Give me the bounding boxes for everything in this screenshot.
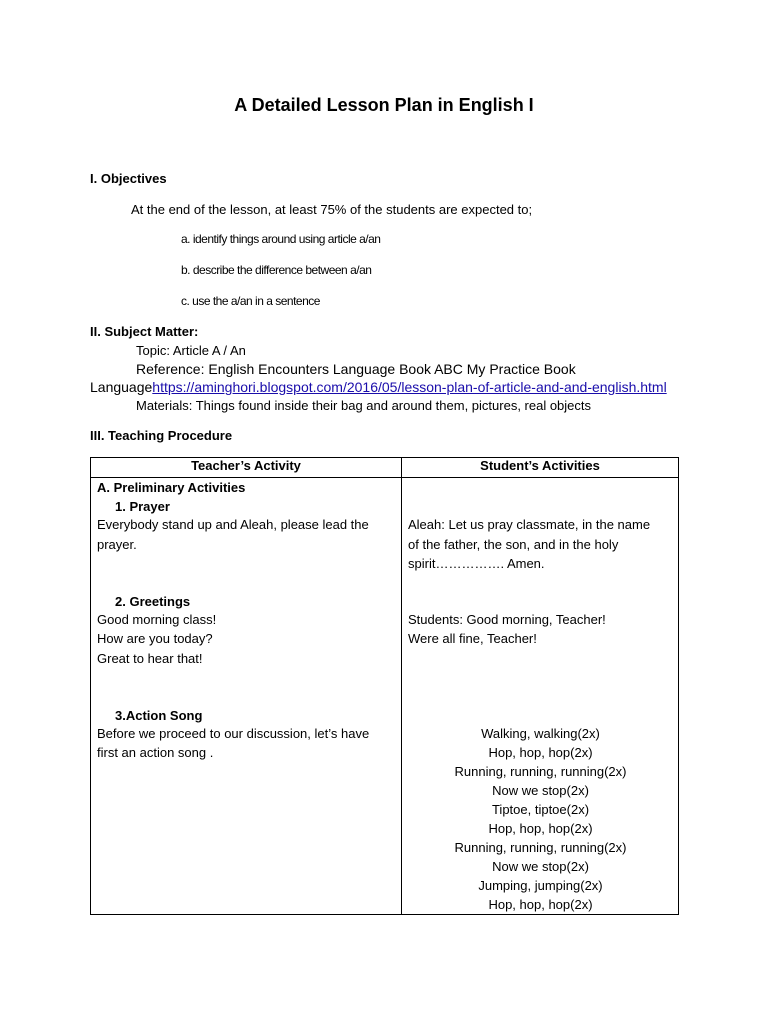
document-title: A Detailed Lesson Plan in English I <box>234 95 534 115</box>
student-prayer-line: of the father, the son, and in the holy <box>408 537 619 552</box>
teacher-greeting-line: Good morning class! <box>97 612 217 627</box>
procedure-table <box>90 457 679 915</box>
song-lyric-line: Hop, hop, hop(2x) <box>488 897 593 912</box>
song-lyric-line: Walking, walking(2x) <box>481 726 600 741</box>
reference-line <box>90 379 667 395</box>
reference-text: Reference: English Encounters Language Book ABC My Practice Book <box>136 361 576 377</box>
song-lyric-line: Tiptoe, tiptoe(2x) <box>491 802 590 817</box>
teacher-song-line: Before we proceed to our discussion, let’s have <box>97 726 370 741</box>
reference-prefix: Language <box>90 379 153 395</box>
teacher-song-line: first an action song . <box>97 745 214 760</box>
student-prayer-line: Aleah: Let us pray classmate, in the name <box>408 517 651 532</box>
student-greeting-line: Were all fine, Teacher! <box>408 631 537 646</box>
reference-link[interactable]: https://aminghori.blogspot.com/2016/05/lesson-plan-of-article-and-and-english.html <box>152 379 667 395</box>
objectives-heading: I. Objectives <box>90 171 167 186</box>
student-activity-header: Student’s Activities <box>402 458 679 478</box>
student-prayer-line: spirit……………. Amen. <box>408 556 545 571</box>
teacher-greeting-line: How are you today? <box>97 631 213 646</box>
teacher-activity-header: Teacher’s Activity <box>91 458 402 478</box>
objective-item-b: b. describe the difference between a/an <box>181 263 372 277</box>
teacher-prayer-line: prayer. <box>97 537 137 552</box>
action-song-heading: 3.Action Song <box>115 708 203 723</box>
song-lyric-line: Running, running, running(2x) <box>454 764 627 779</box>
student-activity-cell <box>402 478 679 915</box>
prayer-heading: 1. Prayer <box>115 499 170 514</box>
greetings-heading: 2. Greetings <box>115 594 191 609</box>
song-lyric-line: Running, running, running(2x) <box>454 840 627 855</box>
materials-text: Materials: Things found inside their bag and around them, pictures, real objects <box>136 398 592 413</box>
song-lyric-line: Now we stop(2x) <box>492 859 589 874</box>
objective-item-a: a. identify things around using article a/an <box>181 232 381 246</box>
student-greeting-line: Students: Good morning, Teacher! <box>408 612 606 627</box>
teacher-prayer-line: Everybody stand up and Aleah, please lead the <box>97 517 369 532</box>
teacher-activity-cell <box>91 478 402 915</box>
teacher-greeting-line: Great to hear that! <box>97 651 203 666</box>
objectives-intro: At the end of the lesson, at least 75% of the students are expected to; <box>131 202 533 217</box>
topic-text: Topic: Article A / An <box>136 343 246 358</box>
subject-matter-heading: II. Subject Matter: <box>90 324 199 339</box>
song-lyric-line: Hop, hop, hop(2x) <box>488 821 593 836</box>
song-lyric-line: Jumping, jumping(2x) <box>478 878 603 893</box>
song-lyric-line: Now we stop(2x) <box>492 783 589 798</box>
procedure-heading: III. Teaching Procedure <box>90 428 233 443</box>
song-lyric-line: Hop, hop, hop(2x) <box>488 745 593 760</box>
preliminary-activities-heading: A. Preliminary Activities <box>97 480 246 495</box>
objective-item-c: c. use the a/an in a sentence <box>181 294 320 308</box>
